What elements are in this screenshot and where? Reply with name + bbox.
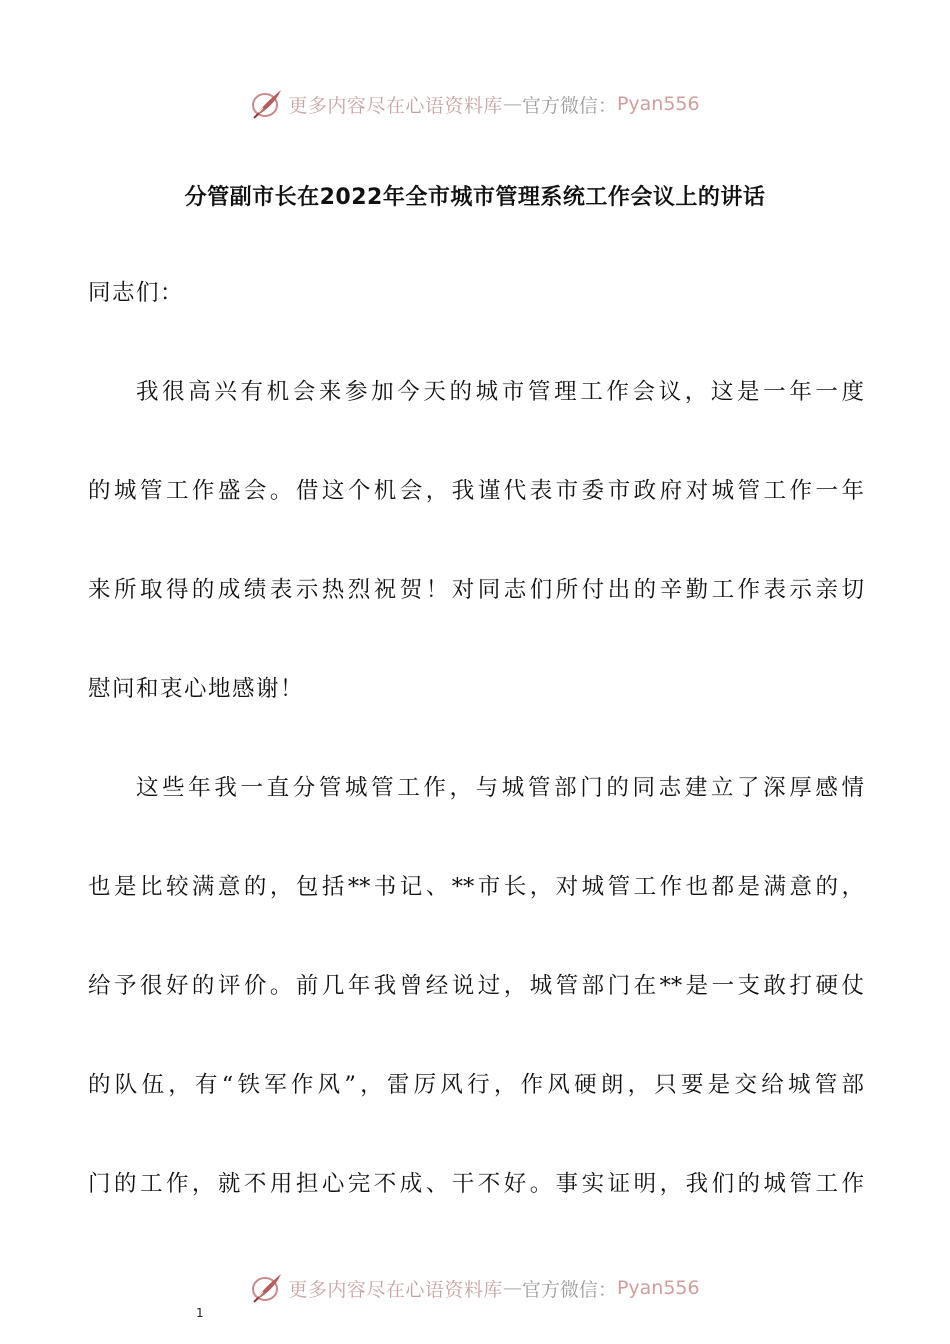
footer-watermark — [0, 1268, 950, 1308]
quill-pen-logo-icon — [250, 1271, 284, 1305]
body-line: 的城管工作盛会。借这个机会，我谨代表市委市政府对城管工作一年 — [88, 478, 864, 504]
watermark-wechat-id: Pyan556 — [616, 1277, 700, 1299]
body-line: 也是比较满意的，包括**书记、**市长，对城管工作也都是满意的， — [88, 874, 864, 900]
body-line: 我很高兴有机会来参加今天的城市管理工作会议，这是一年一度 — [136, 379, 864, 405]
document-body — [88, 256, 864, 1246]
watermark-wechat-label: 官方微信： — [521, 1278, 617, 1301]
body-line: 给予很好的评价。前几年我曾经说过，城管部门在**是一支敢打硬仗 — [88, 973, 864, 999]
watermark-wechat-label: 官方微信： — [521, 94, 617, 117]
watermark-brand-text: 更多内容尽在心语资料库 — [288, 94, 503, 117]
body-line: 门的工作，就不用担心完不成、干不好。事实证明，我们的城管工作 — [88, 1171, 864, 1197]
watermark-wechat-id: Pyan556 — [616, 93, 700, 115]
body-line: 慰问和衷心地感谢！ — [88, 676, 305, 702]
body-line: 来所取得的成绩表示热烈祝贺！对同志们所付出的辛勤工作表示亲切 — [88, 577, 864, 603]
watermark-brand-text: 更多内容尽在心语资料库 — [288, 1278, 503, 1301]
body-line: 这些年我一直分管城管工作，与城管部门的同志建立了深厚感情 — [136, 775, 864, 801]
quill-pen-logo-icon — [250, 87, 284, 121]
watermark-dash: — — [502, 93, 522, 115]
page-number: 1 — [196, 1306, 204, 1320]
watermark-dash: — — [502, 1277, 522, 1299]
document-title: 分管副市长在2022年全市城市管理系统工作会议上的讲话 — [184, 185, 766, 210]
body-line: 的队伍，有“铁军作风”，雷厉风行，作风硬朗，只要是交给城管部 — [88, 1072, 864, 1098]
header-watermark — [0, 84, 950, 124]
salutation: 同志们： — [88, 280, 185, 306]
